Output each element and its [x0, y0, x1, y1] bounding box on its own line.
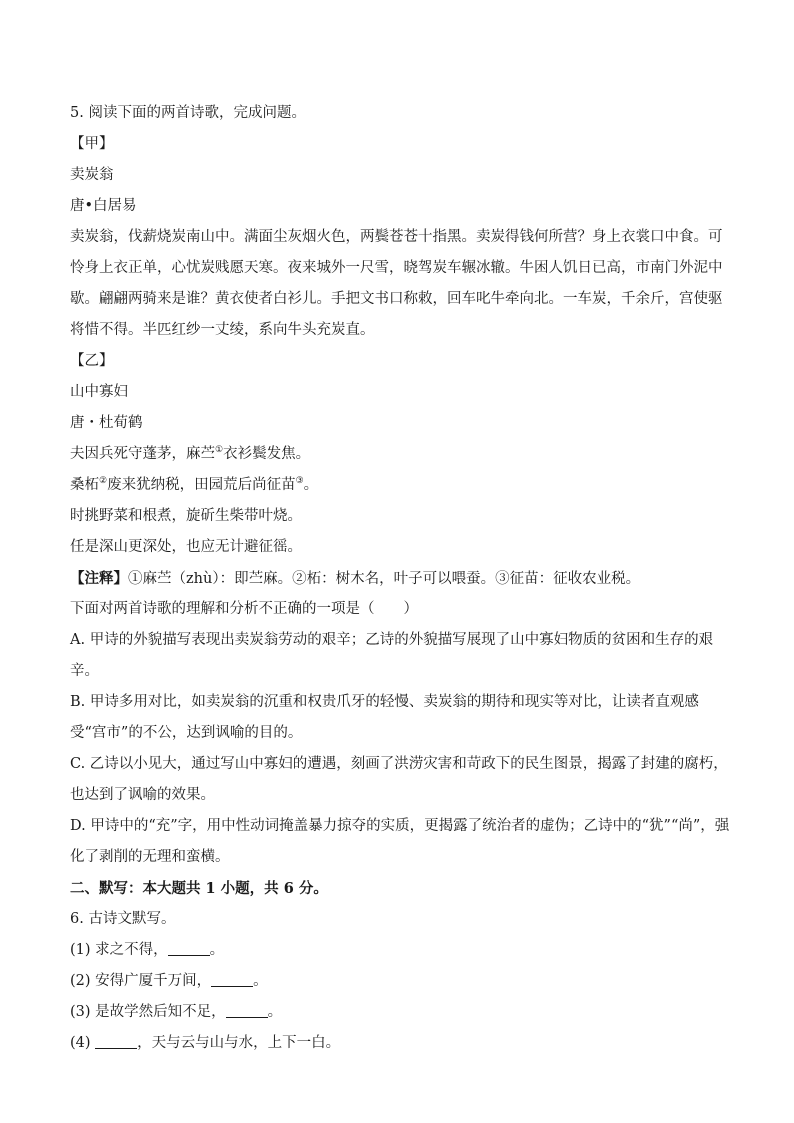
poem-yi-line-4: 任是深山更深处，也应无计避征徭。 [70, 539, 302, 555]
answer-blank-1[interactable] [168, 941, 210, 956]
dictation-item-3-prompt: (3) 是故学然后知不足， [70, 1004, 226, 1020]
poem-yi-line-1 [70, 439, 730, 470]
poem-yi-line-2-text-a: 桑柘 [70, 477, 99, 493]
question-6-title: 6. 古诗文默写。 [70, 911, 176, 927]
poem-yi-label: 【乙】 [70, 353, 114, 369]
dictation-item-3-end: 。 [267, 1004, 283, 1020]
answer-blank-3[interactable] [226, 1003, 268, 1018]
poem-yi-line-1-text-b: 衣衫鬓发焦。 [223, 446, 311, 462]
poem-yi-title: 山中寡妇 [70, 384, 128, 400]
poem-yi-line-2-text-b: 废来犹纳税，田园荒后尚征苗 [107, 477, 296, 493]
dictation-item-1-prompt: (1) 求之不得， [70, 942, 168, 958]
dictation-item-4-end: ，天与云与山与水，上下一白。 [137, 1035, 341, 1051]
answer-blank-2[interactable] [211, 972, 253, 987]
option-b: B. 甲诗多用对比，如卖炭翁的沉重和权贵爪牙的轻慢、卖炭翁的期待和现实等对比，让读者直观感受“宫市”的不公，达到讽喻的目的。 [70, 694, 699, 741]
poem-jia-text: 卖炭翁，伐薪烧炭南山中。满面尘灰烟火色，两鬓苍苍十指黑。卖炭得钱何所营？身上衣裳口中食。可怜身上衣正单，心忧炭贱愿天寒。夜来城外一尺雪，晓驾炭车辗冰辙。牛困人饥日已高，市南门外泥中歇。翩翩两骑来是谁？黄衣使者白衫儿。手把文书口称敕，回车叱牛牵向北。一车炭，千余斤，宫使驱将惜不得。半匹红纱一丈绫，系向牛头充炭直。 [70, 229, 723, 338]
option-c: C. 乙诗以小见大，通过写山中寡妇的遭遇，刻画了洪涝灾害和苛政下的民生图景，揭露了封建的腐朽，也达到了讽喻的效果。 [70, 756, 728, 803]
dictation-item-4 [70, 1028, 730, 1059]
dictation-item-2 [70, 966, 730, 997]
option-a: A. 甲诗的外貌描写表现出卖炭翁劳动的艰辛；乙诗的外貌描写展现了山中寡妇物质的贫困和生存的艰辛。 [70, 632, 714, 679]
poem-yi-author: 唐・杜荀鹤 [70, 415, 143, 431]
annotation-text: ①麻苎（zhù）：即苎麻。②柘：树木名，叶子可以喂蚕。③征苗：征收农业税。 [128, 571, 641, 587]
annotation [70, 563, 730, 594]
footnote-marker-3: ③ [295, 476, 304, 487]
option-d: D. 甲诗中的“充”字，用中性动词掩盖暴力掠夺的实质，更揭露了统治者的虚伪；乙诗中的“犹”“尚”，强化了剥削的无理和蛮横。 [70, 818, 730, 865]
footnote-marker-1: ① [215, 445, 224, 456]
answer-blank-4[interactable] [95, 1034, 137, 1049]
page-content [70, 98, 730, 1059]
question-5-title: 5. 阅读下面的两首诗歌，完成问题。 [70, 105, 306, 121]
poem-yi-line-1-text-a: 夫因兵死守蓬茅，麻苎 [70, 446, 215, 462]
poem-yi-line-2-text-c: 。 [303, 477, 319, 493]
dictation-item-2-end: 。 [253, 973, 268, 989]
dictation-item-2-prompt: (2) 安得广厦千万间， [70, 973, 212, 989]
question-5-prompt: 下面对两首诗歌的理解和分析不正确的一项是（ ） [70, 601, 418, 617]
poem-jia-author: 唐•白居易 [70, 198, 137, 214]
annotation-label: 【注释】 [70, 570, 128, 587]
dictation-item-3 [70, 997, 730, 1028]
poem-yi-line-2 [70, 470, 730, 501]
poem-yi-line-3: 时挑野菜和根煮，旋斫生柴带叶烧。 [70, 508, 302, 524]
dictation-item-1-end: 。 [209, 942, 225, 958]
dictation-item-4-prompt: (4) [70, 1035, 96, 1051]
dictation-item-1 [70, 935, 730, 966]
footnote-marker-2: ② [99, 476, 108, 487]
poem-jia-label: 【甲】 [70, 136, 114, 152]
poem-jia-title: 卖炭翁 [70, 167, 114, 183]
section-2-heading: 二、默写：本大题共 1 小题，共 6 分。 [70, 880, 328, 897]
